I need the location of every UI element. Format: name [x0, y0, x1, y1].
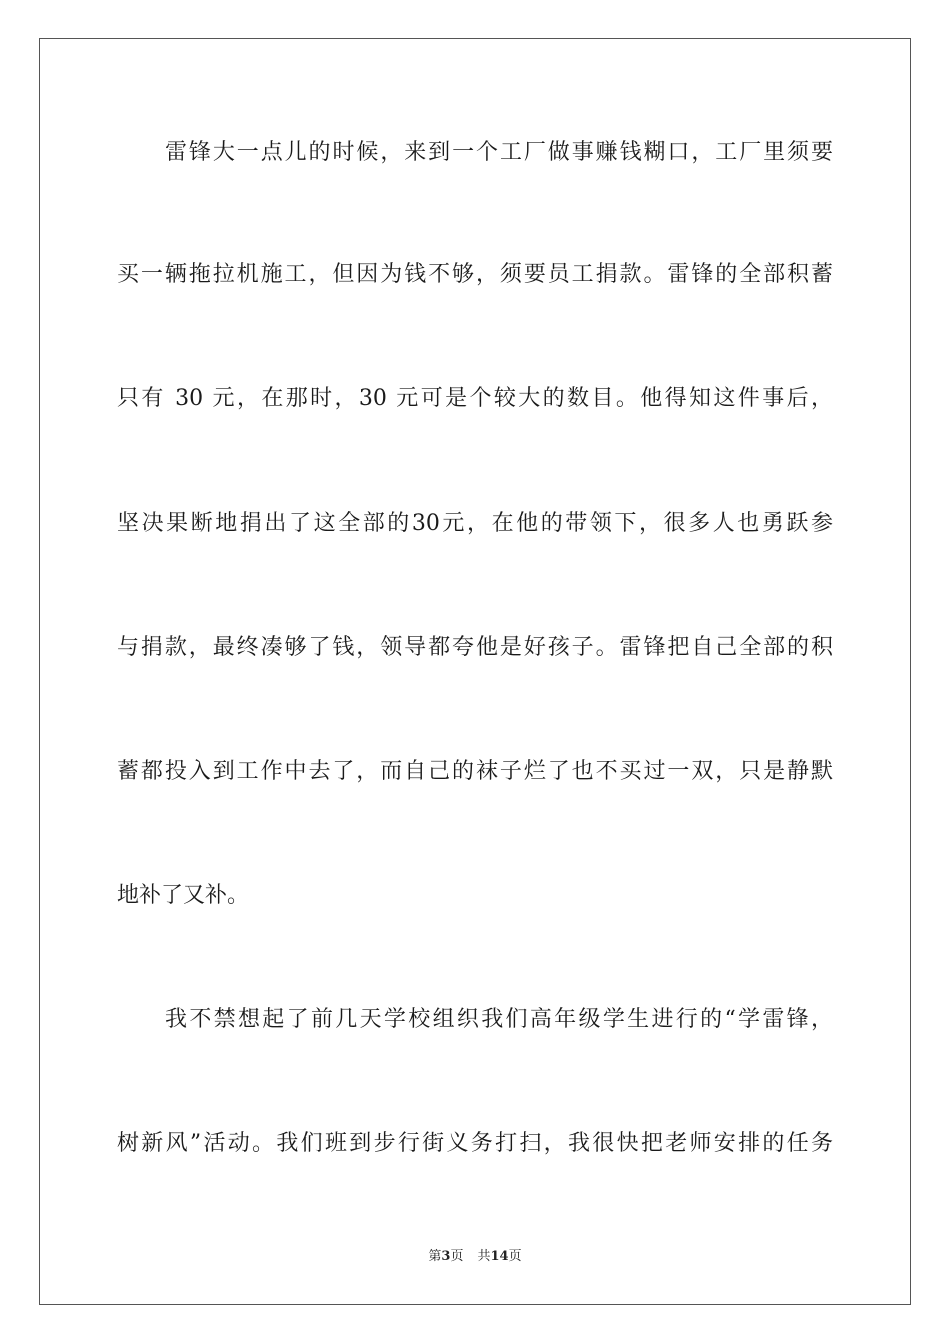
- paragraph-1-line-7: 地补了又补。: [117, 883, 250, 908]
- paragraph-1-line-6: 蓄都投入到工作中去了，而自己的袜子烂了也不买过一双，只是静默: [117, 759, 833, 784]
- page-border: [39, 38, 911, 1305]
- paragraph-1-line-5: 与捐款，最终凑够了钱，领导都夸他是好孩子。雷锋把自己全部的积: [117, 635, 833, 660]
- paragraph-1-line-1: 雷锋大一点儿的时候，来到一个工厂做事赚钱糊口，工厂里须要: [165, 140, 833, 165]
- current-page-number: 3: [441, 1249, 451, 1264]
- paragraph-2-line-2: 树新风”活动。我们班到步行街义务打扫，我很快把老师安排的任务: [117, 1131, 833, 1156]
- paragraph-1-line-4: 坚决果断地捐出了这全部的30元，在他的带领下，很多人也勇跃参: [117, 511, 833, 536]
- paragraph-1-line-3: 只有 30 元，在那时，30 元可是个较大的数目。他得知这件事后，: [117, 386, 833, 411]
- total-label-prefix: 共: [477, 1249, 491, 1264]
- page-label-suffix: 页: [450, 1249, 464, 1264]
- total-label-suffix: 页: [508, 1249, 522, 1264]
- paragraph-2-line-1: 我不禁想起了前几天学校组织我们高年级学生进行的“学雷锋，: [165, 1007, 833, 1032]
- page-footer: [0, 1247, 950, 1267]
- total-page-number: 14: [490, 1249, 509, 1264]
- page-label-prefix: 第: [428, 1249, 442, 1264]
- paragraph-1-line-2: 买一辆拖拉机施工，但因为钱不够，须要员工捐款。雷锋的全部积蓄: [117, 262, 833, 287]
